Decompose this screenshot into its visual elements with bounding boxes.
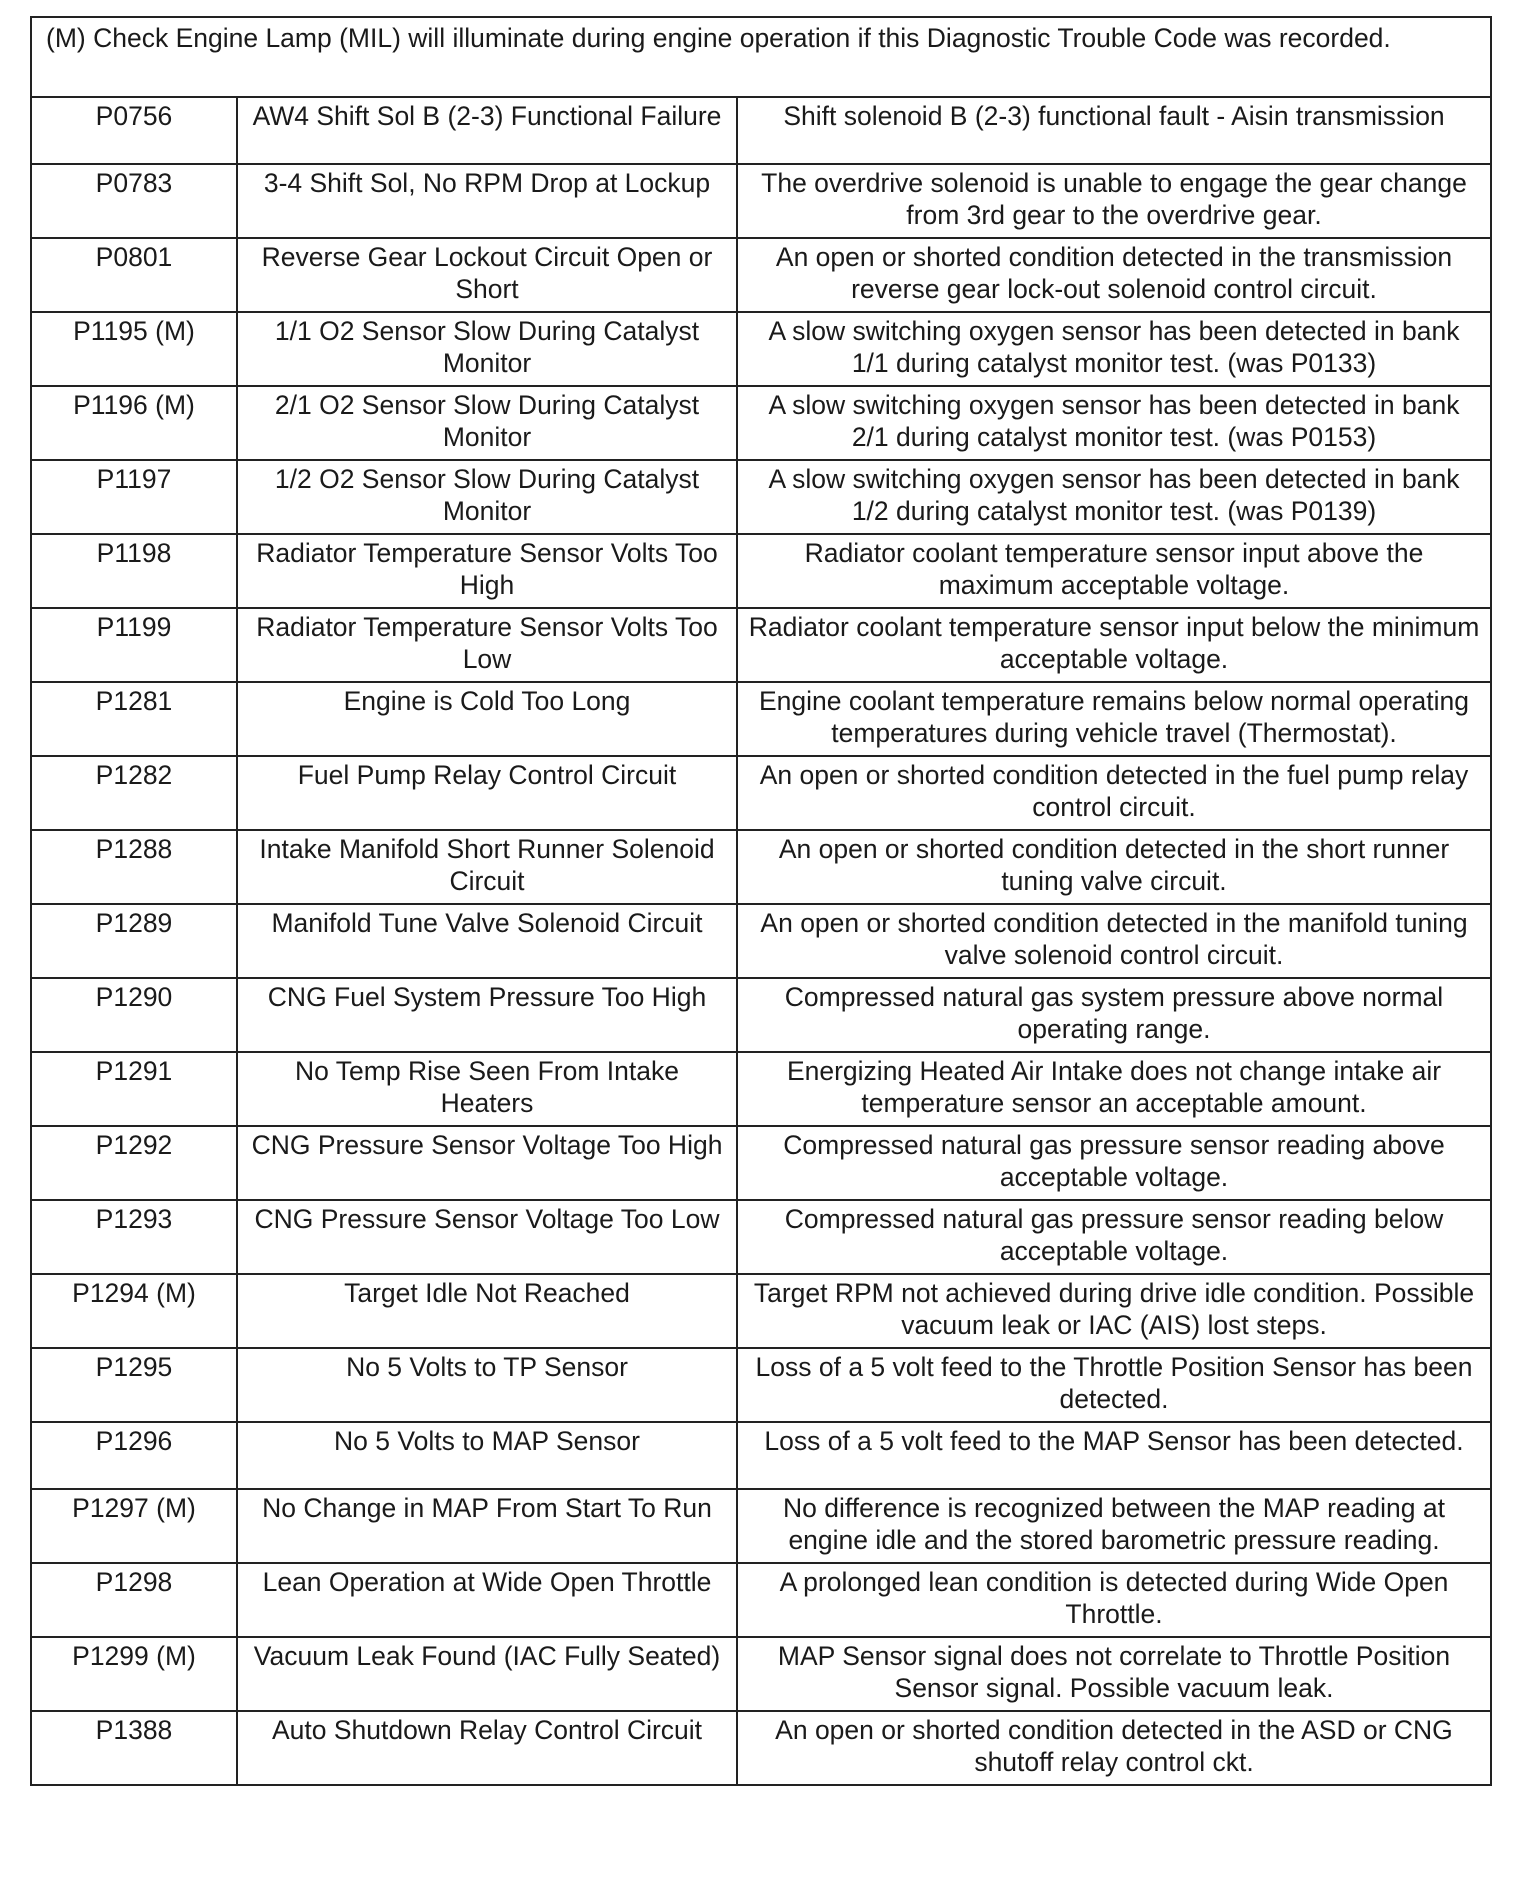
- dtc-code-cell: P1281: [31, 682, 237, 756]
- table-row: [31, 1422, 1491, 1489]
- dtc-description-cell: An open or shorted condition detected in the fuel pump relay control circuit.: [737, 756, 1491, 830]
- table-row: [31, 978, 1491, 1052]
- dtc-code-cell: P1292: [31, 1126, 237, 1200]
- table-row: [31, 238, 1491, 312]
- dtc-description-cell: An open or shorted condition detected in the transmission reverse gear lock-out solenoid control circuit.: [737, 238, 1491, 312]
- dtc-description-cell: Compressed natural gas system pressure above normal operating range.: [737, 978, 1491, 1052]
- dtc-name-cell: CNG Pressure Sensor Voltage Too Low: [237, 1200, 737, 1274]
- dtc-name-cell: Radiator Temperature Sensor Volts Too High: [237, 534, 737, 608]
- dtc-description-cell: The overdrive solenoid is unable to engage the gear change from 3rd gear to the overdrive gear.: [737, 164, 1491, 238]
- dtc-table: [30, 16, 1492, 1786]
- dtc-code-cell: P1388: [31, 1711, 237, 1785]
- dtc-code-cell: P1291: [31, 1052, 237, 1126]
- note-row: [31, 17, 1491, 97]
- dtc-code-cell: P1294 (M): [31, 1274, 237, 1348]
- dtc-description-cell: A prolonged lean condition is detected during Wide Open Throttle.: [737, 1563, 1491, 1637]
- dtc-name-cell: No 5 Volts to TP Sensor: [237, 1348, 737, 1422]
- dtc-name-cell: Auto Shutdown Relay Control Circuit: [237, 1711, 737, 1785]
- table-row: [31, 682, 1491, 756]
- dtc-name-cell: CNG Pressure Sensor Voltage Too High: [237, 1126, 737, 1200]
- dtc-code-cell: P1298: [31, 1563, 237, 1637]
- dtc-code-cell: P1297 (M): [31, 1489, 237, 1563]
- table-row: [31, 1274, 1491, 1348]
- dtc-code-cell: P1290: [31, 978, 237, 1052]
- table-row: [31, 1348, 1491, 1422]
- dtc-description-cell: Radiator coolant temperature sensor input above the maximum acceptable voltage.: [737, 534, 1491, 608]
- table-row: [31, 460, 1491, 534]
- dtc-name-cell: Fuel Pump Relay Control Circuit: [237, 756, 737, 830]
- table-row: [31, 904, 1491, 978]
- dtc-code-cell: P1295: [31, 1348, 237, 1422]
- dtc-name-cell: 1/1 O2 Sensor Slow During Catalyst Monitor: [237, 312, 737, 386]
- dtc-name-cell: No 5 Volts to MAP Sensor: [237, 1422, 737, 1489]
- dtc-code-cell: P1296: [31, 1422, 237, 1489]
- dtc-description-cell: MAP Sensor signal does not correlate to Throttle Position Sensor signal. Possible vacuum leak.: [737, 1637, 1491, 1711]
- dtc-code-cell: P1288: [31, 830, 237, 904]
- table-row: [31, 164, 1491, 238]
- dtc-description-cell: Compressed natural gas pressure sensor reading above acceptable voltage.: [737, 1126, 1491, 1200]
- dtc-name-cell: AW4 Shift Sol B (2-3) Functional Failure: [237, 97, 737, 164]
- dtc-description-cell: Engine coolant temperature remains below normal operating temperatures during vehicle travel (Thermostat).: [737, 682, 1491, 756]
- dtc-code-cell: P0756: [31, 97, 237, 164]
- dtc-name-cell: No Change in MAP From Start To Run: [237, 1489, 737, 1563]
- dtc-description-cell: No difference is recognized between the MAP reading at engine idle and the stored barometric pressure reading.: [737, 1489, 1491, 1563]
- table-row: [31, 1052, 1491, 1126]
- dtc-description-cell: An open or shorted condition detected in the short runner tuning valve circuit.: [737, 830, 1491, 904]
- dtc-code-cell: P1195 (M): [31, 312, 237, 386]
- dtc-description-cell: Energizing Heated Air Intake does not change intake air temperature sensor an acceptable amount.: [737, 1052, 1491, 1126]
- dtc-description-cell: An open or shorted condition detected in the ASD or CNG shutoff relay control ckt.: [737, 1711, 1491, 1785]
- dtc-name-cell: Engine is Cold Too Long: [237, 682, 737, 756]
- dtc-code-cell: P1293: [31, 1200, 237, 1274]
- dtc-description-cell: Shift solenoid B (2-3) functional fault - Aisin transmission: [737, 97, 1491, 164]
- table-row: [31, 1200, 1491, 1274]
- table-row: [31, 386, 1491, 460]
- dtc-code-cell: P1198: [31, 534, 237, 608]
- mil-note: (M) Check Engine Lamp (MIL) will illuminate during engine operation if this Diagnostic Trouble Code was recorded.: [31, 17, 1491, 97]
- dtc-name-cell: CNG Fuel System Pressure Too High: [237, 978, 737, 1052]
- dtc-name-cell: Reverse Gear Lockout Circuit Open or Short: [237, 238, 737, 312]
- dtc-description-cell: A slow switching oxygen sensor has been detected in bank 1/2 during catalyst monitor test. (was P0139): [737, 460, 1491, 534]
- table-row: [31, 1711, 1491, 1785]
- dtc-description-cell: Radiator coolant temperature sensor input below the minimum acceptable voltage.: [737, 608, 1491, 682]
- table-row: [31, 756, 1491, 830]
- dtc-name-cell: 3-4 Shift Sol, No RPM Drop at Lockup: [237, 164, 737, 238]
- dtc-code-cell: P0801: [31, 238, 237, 312]
- dtc-description-cell: A slow switching oxygen sensor has been detected in bank 2/1 during catalyst monitor test. (was P0153): [737, 386, 1491, 460]
- dtc-code-cell: P1197: [31, 460, 237, 534]
- dtc-name-cell: 1/2 O2 Sensor Slow During Catalyst Monitor: [237, 460, 737, 534]
- dtc-name-cell: Target Idle Not Reached: [237, 1274, 737, 1348]
- dtc-name-cell: 2/1 O2 Sensor Slow During Catalyst Monitor: [237, 386, 737, 460]
- table-row: [31, 534, 1491, 608]
- table-row: [31, 1637, 1491, 1711]
- dtc-description-cell: Compressed natural gas pressure sensor reading below acceptable voltage.: [737, 1200, 1491, 1274]
- dtc-name-cell: No Temp Rise Seen From Intake Heaters: [237, 1052, 737, 1126]
- table-row: [31, 1489, 1491, 1563]
- dtc-description-cell: Target RPM not achieved during drive idle condition. Possible vacuum leak or IAC (AIS) lost steps.: [737, 1274, 1491, 1348]
- table-row: [31, 1563, 1491, 1637]
- dtc-description-cell: An open or shorted condition detected in the manifold tuning valve solenoid control circuit.: [737, 904, 1491, 978]
- table-row: [31, 830, 1491, 904]
- dtc-name-cell: Manifold Tune Valve Solenoid Circuit: [237, 904, 737, 978]
- dtc-code-cell: P1289: [31, 904, 237, 978]
- dtc-name-cell: Radiator Temperature Sensor Volts Too Low: [237, 608, 737, 682]
- dtc-code-cell: P1199: [31, 608, 237, 682]
- dtc-description-cell: Loss of a 5 volt feed to the Throttle Position Sensor has been detected.: [737, 1348, 1491, 1422]
- table-row: [31, 312, 1491, 386]
- dtc-description-cell: A slow switching oxygen sensor has been detected in bank 1/1 during catalyst monitor test. (was P0133): [737, 312, 1491, 386]
- table-row: [31, 1126, 1491, 1200]
- dtc-code-cell: P0783: [31, 164, 237, 238]
- table-row: [31, 608, 1491, 682]
- dtc-code-cell: P1282: [31, 756, 237, 830]
- dtc-code-cell: P1196 (M): [31, 386, 237, 460]
- dtc-name-cell: Intake Manifold Short Runner Solenoid Circuit: [237, 830, 737, 904]
- dtc-name-cell: Vacuum Leak Found (IAC Fully Seated): [237, 1637, 737, 1711]
- dtc-code-cell: P1299 (M): [31, 1637, 237, 1711]
- dtc-description-cell: Loss of a 5 volt feed to the MAP Sensor has been detected.: [737, 1422, 1491, 1489]
- table-row: [31, 97, 1491, 164]
- dtc-name-cell: Lean Operation at Wide Open Throttle: [237, 1563, 737, 1637]
